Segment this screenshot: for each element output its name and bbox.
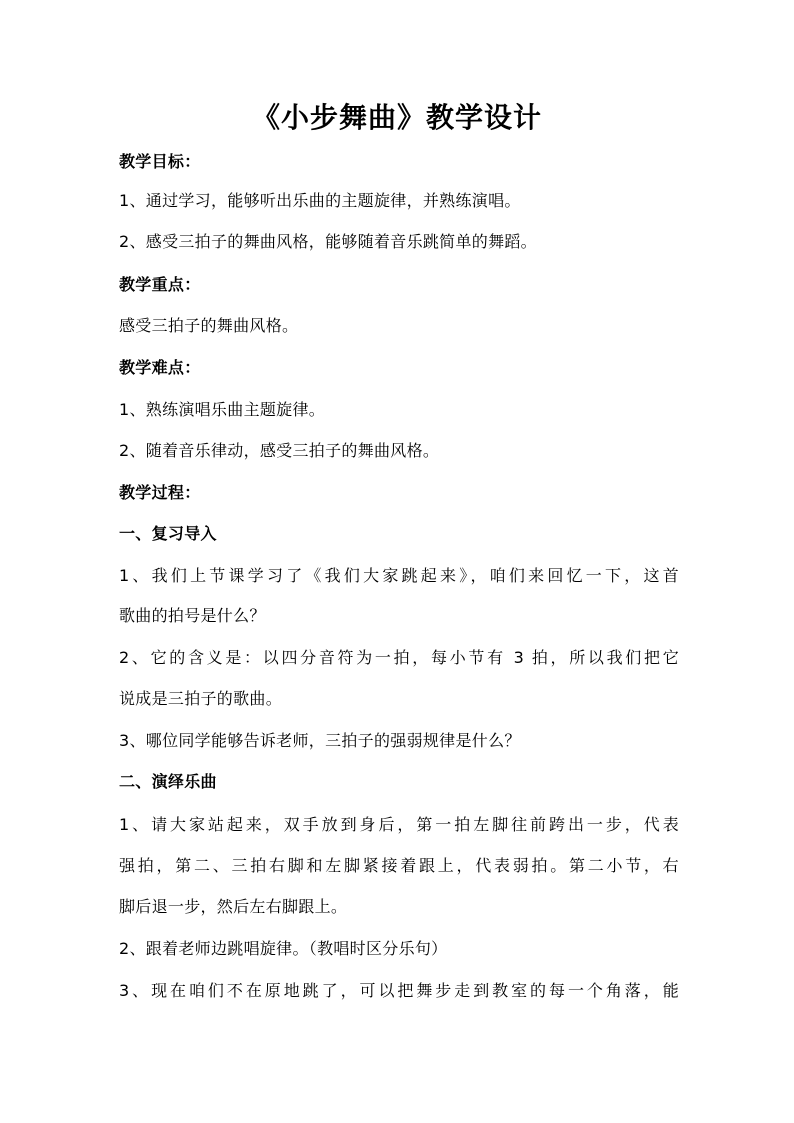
paragraph-line: 1、通过学习，能够听出乐曲的主题旋律，并熟练演唱。 xyxy=(119,191,521,210)
paragraph-line: 2、感受三拍子的舞曲风格，能够随着音乐跳简单的舞蹈。 xyxy=(119,232,537,251)
paragraph-line: 2、随着音乐律动，感受三拍子的舞曲风格。 xyxy=(119,441,440,460)
paragraph-line: 1、请大家站起来，双手放到身后，第一拍左脚往前跨出一步，代表 xyxy=(119,815,679,834)
paragraph-line: 2、它的含义是：以四分音符为一拍，每小节有 3 拍，所以我们把它 xyxy=(119,648,679,667)
paragraph-line: 2、跟着老师边跳唱旋律。（教唱时区分乐句） xyxy=(119,939,448,958)
paragraph-line: 歌曲的拍号是什么？ xyxy=(119,606,266,625)
section-heading: 二、演绎乐曲 xyxy=(119,772,217,791)
paragraph-line: 1、我们上节课学习了《我们大家跳起来》，咱们来回忆一下，这首 xyxy=(119,566,679,585)
section-heading: 一、复习导入 xyxy=(119,524,217,543)
paragraph-line: 3、哪位同学能够告诉老师，三拍子的强弱规律是什么？ xyxy=(119,731,521,750)
section-heading: 教学过程： xyxy=(119,483,201,502)
paragraph-line: 强拍，第二、三拍右脚和左脚紧接着跟上，代表弱拍。第二小节，右 xyxy=(119,856,679,875)
section-heading: 教学目标： xyxy=(119,152,201,171)
paragraph-line: 说成是三拍子的歌曲。 xyxy=(119,689,283,708)
paragraph-line: 1、熟练演唱乐曲主题旋律。 xyxy=(119,400,326,419)
section-heading: 教学难点： xyxy=(119,358,201,377)
document-title: 《小步舞曲》教学设计 xyxy=(251,101,542,134)
paragraph-line: 3、现在咱们不在原地跳了，可以把舞步走到教室的每一个角落，能 xyxy=(119,981,679,1000)
section-heading: 教学重点： xyxy=(119,275,201,294)
paragraph-line: 脚后退一步，然后左右脚跟上。 xyxy=(119,897,348,916)
paragraph-line: 感受三拍子的舞曲风格。 xyxy=(119,316,299,335)
